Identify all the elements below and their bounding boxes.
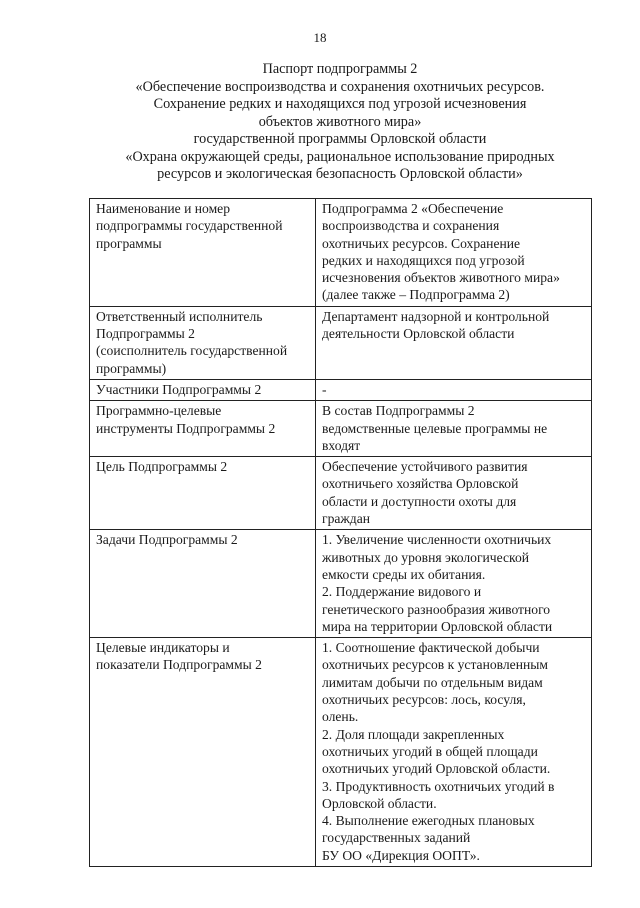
row-value-line: 1. Соотношение фактической добычи bbox=[322, 640, 540, 656]
row-value-cell bbox=[316, 530, 592, 638]
row-value-cell bbox=[316, 199, 592, 307]
row-label-line: Наименование и номер bbox=[96, 201, 231, 216]
row-label-line: Участники Подпрограммы 2 bbox=[96, 381, 262, 397]
row-value-line: генетического разнообразия животного bbox=[322, 601, 551, 617]
row-label-cell bbox=[90, 530, 316, 638]
row-value-cell bbox=[316, 457, 592, 530]
row-value-line: Обеспечение устойчивого развития bbox=[322, 459, 528, 475]
row-label-line: подпрограммы государственной bbox=[96, 218, 283, 234]
table-row bbox=[90, 306, 592, 379]
row-label-line: программы) bbox=[96, 360, 167, 376]
row-value-line: охотничьих угодий Орловской области. bbox=[322, 761, 551, 777]
row-label-cell bbox=[90, 379, 316, 400]
row-value-line: деятельности Орловской области bbox=[322, 326, 515, 342]
row-label-cell bbox=[90, 199, 316, 307]
row-label-cell bbox=[90, 401, 316, 457]
row-value-line: Орловской области. bbox=[322, 795, 437, 811]
row-value-line: 2. Доля площади закрепленных bbox=[322, 726, 505, 742]
row-label-line: Ответственный исполнитель bbox=[96, 308, 263, 324]
row-value-line: охотничьих ресурсов. Сохранение bbox=[322, 235, 521, 251]
row-value-line: 1. Увеличение численности охотничьих bbox=[322, 532, 552, 548]
row-value-line: (далее также – Подпрограмма 2) bbox=[322, 287, 510, 303]
row-value-line: государственных заданий bbox=[322, 830, 471, 846]
row-label-line: Целевые индикаторы и bbox=[96, 640, 230, 656]
row-label-line: программы bbox=[96, 235, 162, 251]
row-value-line: лимитам добычи по отдельным видам bbox=[322, 674, 543, 690]
row-value-line: олень. bbox=[322, 709, 359, 725]
row-label-line: показатели Подпрограммы 2 bbox=[96, 657, 262, 673]
passport-table bbox=[89, 198, 592, 867]
row-label-line: (соисполнитель государственной bbox=[96, 343, 288, 359]
row-label-line: Подпрограммы 2 bbox=[96, 326, 195, 342]
row-value-line: охотничьих угодий в общей площади bbox=[322, 743, 538, 759]
title-line: «Охрана окружающей среды, рациональное использование природных bbox=[125, 148, 555, 165]
table-row bbox=[90, 457, 592, 530]
row-label-line: Цель Подпрограммы 2 bbox=[96, 459, 228, 475]
title-line: Сохранение редких и находящихся под угрозой исчезновения bbox=[153, 96, 527, 112]
row-value-line: - bbox=[322, 381, 327, 397]
title-line: объектов животного мира» bbox=[258, 113, 422, 130]
row-value-cell bbox=[316, 401, 592, 457]
row-label-line: Программно-целевые bbox=[96, 403, 222, 419]
table-row bbox=[90, 638, 592, 867]
row-label-line: Задачи Подпрограммы 2 bbox=[96, 532, 238, 548]
row-label-cell bbox=[90, 306, 316, 379]
row-value-line: охотничьих ресурсов: лось, косуля, bbox=[322, 692, 526, 708]
table-row bbox=[90, 199, 592, 307]
row-value-line: редких и находящихся под угрозой bbox=[322, 252, 525, 268]
table-row bbox=[90, 530, 592, 638]
row-label-line: инструменты Подпрограммы 2 bbox=[96, 420, 276, 436]
row-value-line: граждан bbox=[322, 511, 371, 527]
row-value-line: воспроизводства и сохранения bbox=[322, 218, 500, 234]
title-line: ресурсов и экологическая безопасность Орловской области» bbox=[157, 166, 523, 182]
document-title bbox=[60, 61, 620, 184]
row-value-line: 3. Продуктивность охотничьих угодий в bbox=[322, 778, 555, 794]
row-value-line: БУ ОО «Дирекция ООПТ». bbox=[322, 847, 480, 863]
row-value-line: области и доступности охоты для bbox=[322, 493, 517, 509]
row-value-line: ведомственные целевые программы не bbox=[322, 420, 548, 436]
row-value-line: Подпрограмма 2 «Обеспечение bbox=[322, 201, 504, 216]
row-value-line: входят bbox=[322, 437, 361, 453]
row-label-cell bbox=[90, 457, 316, 530]
row-label-cell bbox=[90, 638, 316, 867]
row-value-line: В состав Подпрограммы 2 bbox=[322, 403, 475, 419]
title-line: «Обеспечение воспроизводства и сохранения охотничьих ресурсов. bbox=[135, 78, 545, 95]
row-value-line: охотничьих ресурсов к установленным bbox=[322, 657, 549, 673]
row-value-line: охотничьего хозяйства Орловской bbox=[322, 476, 519, 492]
row-value-line: исчезновения объектов животного мира» bbox=[322, 270, 560, 286]
title-line: Паспорт подпрограммы 2 bbox=[262, 61, 418, 77]
row-value-line: 4. Выполнение ежегодных плановых bbox=[322, 813, 535, 829]
row-value-line: 2. Поддержание видового и bbox=[322, 584, 482, 600]
table-row bbox=[90, 379, 592, 400]
row-value-cell bbox=[316, 638, 592, 867]
row-value-cell bbox=[316, 379, 592, 400]
row-value-line: емкости среды их обитания. bbox=[322, 566, 486, 582]
title-line: государственной программы Орловской области bbox=[193, 131, 487, 147]
row-value-line: Департамент надзорной и контрольной bbox=[322, 308, 550, 324]
row-value-cell bbox=[316, 306, 592, 379]
row-value-line: животных до уровня экологической bbox=[322, 549, 530, 565]
table-row bbox=[90, 401, 592, 457]
row-value-line: мира на территории Орловской области bbox=[322, 618, 553, 634]
page-number: 18 bbox=[313, 30, 327, 45]
